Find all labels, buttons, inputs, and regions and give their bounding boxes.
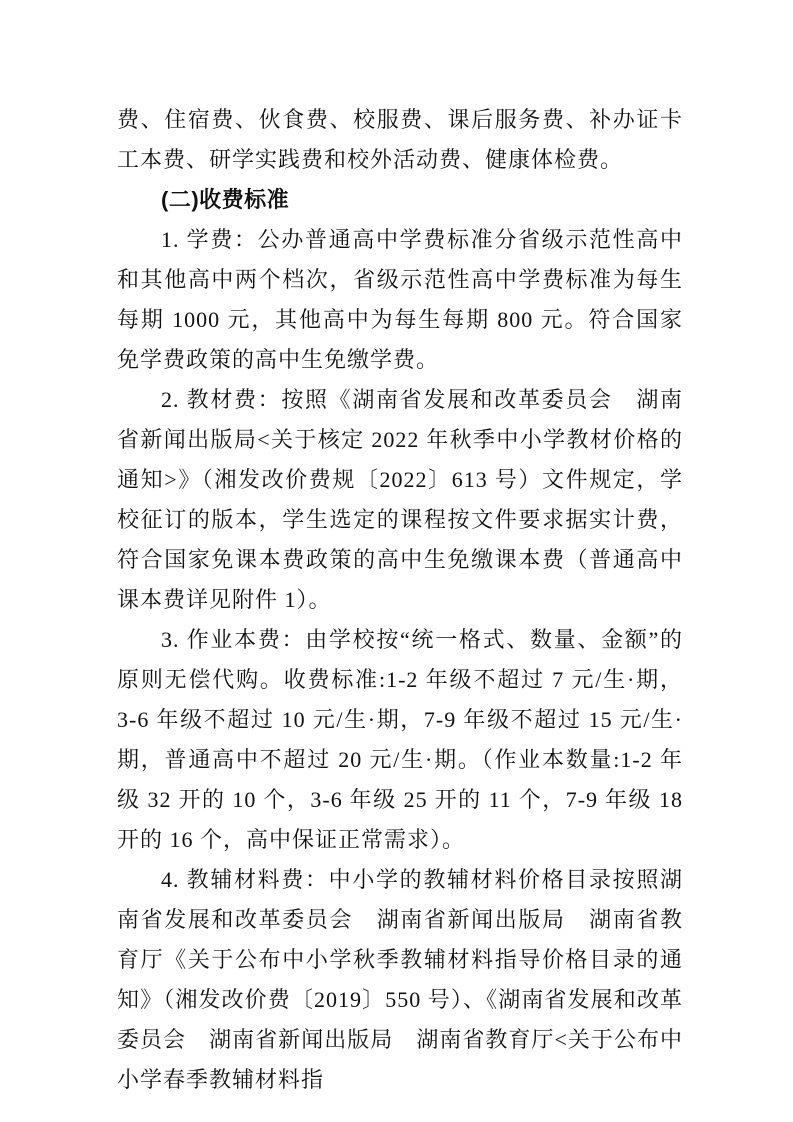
paragraph: 3. 作业本费：由学校按“统一格式、数量、金额”的原则无偿代购。收费标准:1-2 年级不超过 7 元/生·期，3-6 年级不超过 10 元/生·期，7-9 年级不超过 15 元/生·期，普通高中不超过 20 元/生·期。（作业本数量:1-2 年级 32 开的 10 个，3-6 年级 25 开的 11 个，7-9 年级 18 开的 16 个，高中保证正常需求）。 (117, 627, 683, 852)
paragraph: 1. 学费：公办普通高中学费标准分省级示范性高中和其他高中两个档次，省级示范性高中学费标准为每生每期 1000 元，其他高中为每生每期 800 元。符合国家免学费政策的高中生免缴学费。 (117, 227, 683, 372)
section-heading: (二)收费标准 (161, 187, 290, 212)
document-body (117, 100, 683, 1100)
paragraph: 4. 教辅材料费：中小学的教辅材料价格目录按照湖南省发展和改革委员会 湖南省新闻出版局 湖南省教育厅《关于公布中小学秋季教辅材料指导价格目录的通知》（湘发改价费〔2019〕550 号）、《湖南省发展和改革委员会 湖南省新闻出版局 湖南省教育厅<关于公布中小学春季教辅材料指 (117, 867, 683, 1092)
paragraph: 费、住宿费、伙食费、校服费、课后服务费、补办证卡工本费、研学实践费和校外活动费、健康体检费。 (117, 107, 683, 172)
paragraph: 2. 教材费：按照《湖南省发展和改革委员会 湖南省新闻出版局<关于核定 2022 年秋季中小学教材价格的通知>》（湘发改价费规〔2022〕613 号）文件规定，学校征订的版本，学生选定的课程按文件要求据实计费，符合国家免课本费政策的高中生免缴课本费（普通高中课本费详见附件 1）。 (117, 387, 683, 612)
